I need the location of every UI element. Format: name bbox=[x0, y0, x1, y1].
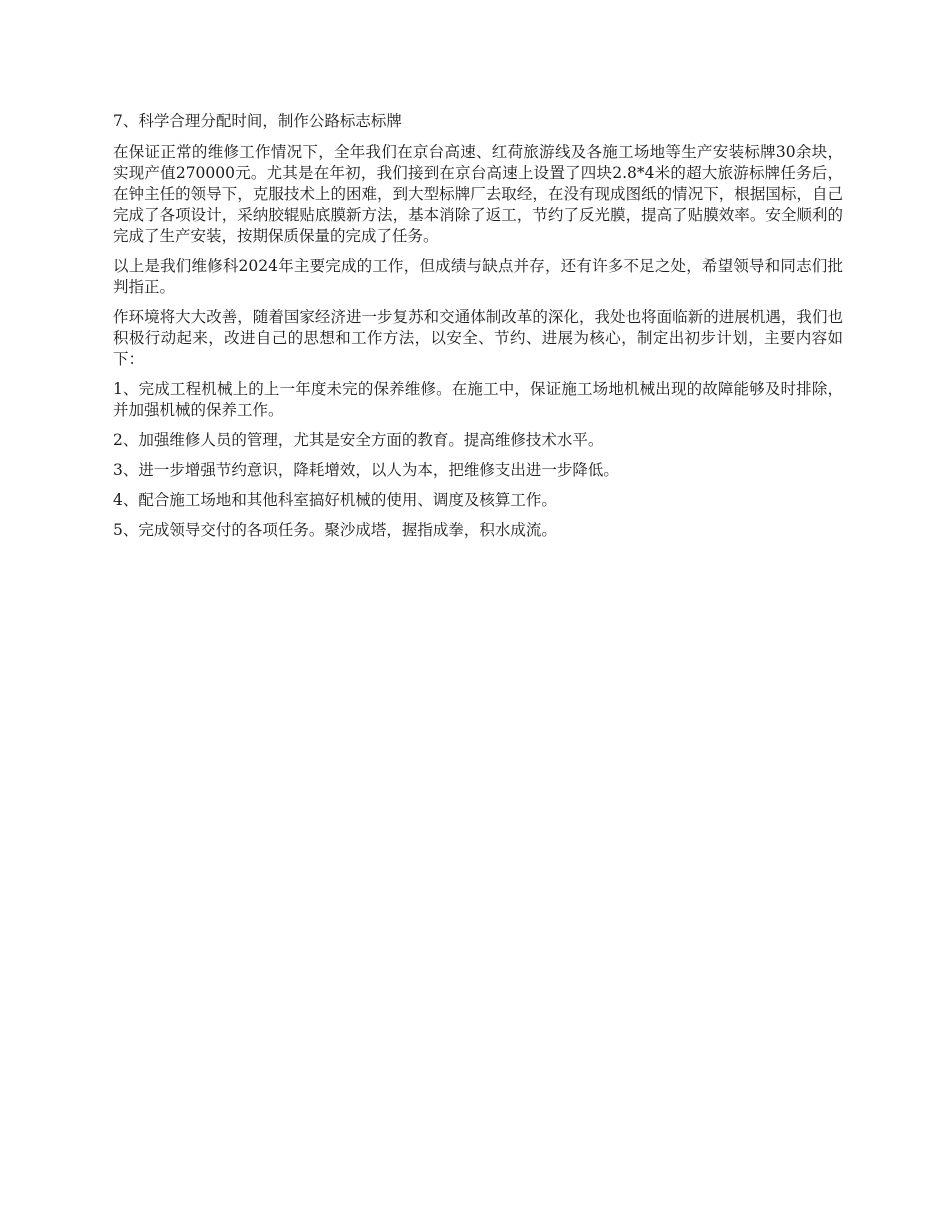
section-heading: 7、科学合理分配时间，制作公路标志标牌 bbox=[113, 112, 402, 130]
plan-item-4: 4、配合施工场地和其他科室搞好机械的使用、调度及核算工作。 bbox=[113, 491, 557, 509]
document-body bbox=[113, 111, 843, 550]
paragraph-signage-work: 在保证正常的维修工作情况下，全年我们在京台高速、红荷旅游线及各施工场地等生产安装标牌30余块，实现产值270000元。尤其是在年初，我们接到在京台高速上设置了四块2.8*4米的超大旅游标牌任务后，在钟主任的领导下，克服技术上的困难，到大型标牌厂去取经，在没有现成图纸的情况下，根据国标，自己完成了各项设计，采纳胶辊贴底膜新方法，基本消除了返工，节约了反光膜，提高了贴膜效率。安全顺利的完成了生产安装，按期保质保量的完成了任务。 bbox=[113, 143, 843, 245]
plan-item-5: 5、完成领导交付的各项任务。聚沙成塔，握指成拳，积水成流。 bbox=[113, 521, 557, 539]
plan-item-3: 3、进一步增强节约意识，降耗增效，以人为本，把维修支出进一步降低。 bbox=[113, 461, 619, 479]
plan-item-2: 2、加强维修人员的管理，尤其是安全方面的教育。提高维修技术水平。 bbox=[113, 431, 604, 449]
paragraph-plan-intro: 作环境将大大改善，随着国家经济进一步复苏和交通体制改革的深化，我处也将面临新的进展机遇，我们也积极行动起来，改进自己的思想和工作方法，以安全、节约、进展为核心，制定出初步计划，主要内容如下： bbox=[113, 308, 843, 368]
paragraph-summary: 以上是我们维修科2024年主要完成的工作，但成绩与缺点并存，还有许多不足之处，希望领导和同志们批判指正。 bbox=[113, 257, 843, 296]
plan-item-1: 1、完成工程机械上的上一年度未完的保养维修。在施工中，保证施工场地机械出现的故障能够及时排除，并加强机械的保养工作。 bbox=[113, 380, 843, 419]
